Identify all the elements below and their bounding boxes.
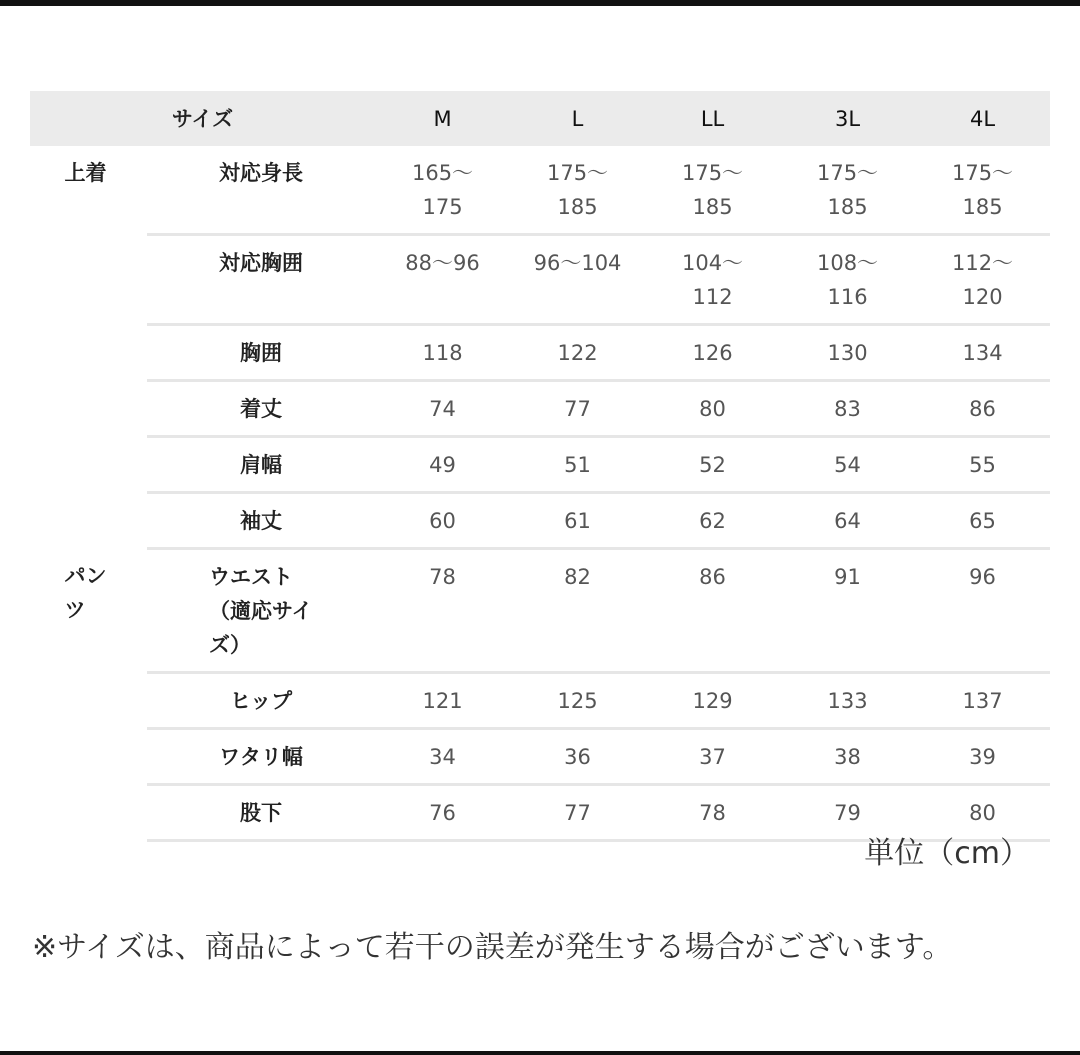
table-cell: 86 xyxy=(915,381,1050,437)
table-cell: 122 xyxy=(510,325,645,381)
table-cell xyxy=(780,235,915,325)
table-cell: 79 xyxy=(780,785,915,841)
table-cell: 80 xyxy=(645,381,780,437)
table-cell: 62 xyxy=(645,493,780,549)
table-cell: 78 xyxy=(375,549,510,673)
size-disclaimer: ※サイズは、商品によって若干の誤差が発生する場合がございます。 xyxy=(32,930,953,965)
table-row xyxy=(30,235,1050,325)
table-cell: 126 xyxy=(645,325,780,381)
table-cell: 77 xyxy=(510,381,645,437)
table-cell: 74 xyxy=(375,381,510,437)
cell-value: 175〜185 xyxy=(951,161,1014,219)
row-label: 股下 xyxy=(147,785,375,841)
table-cell: 118 xyxy=(375,325,510,381)
group-label-pants xyxy=(30,549,147,841)
header-size-3l: 3L xyxy=(834,106,861,131)
top-border xyxy=(0,0,1080,6)
table-cell xyxy=(915,146,1050,235)
group-label-text: パンツ xyxy=(64,563,107,622)
row-label: 胸囲 xyxy=(147,325,375,381)
row-label: ヒップ xyxy=(147,673,375,729)
table-row xyxy=(30,673,1050,729)
table-cell: 96 xyxy=(915,549,1050,673)
table-cell: 96〜104 xyxy=(510,235,645,325)
group-label-text: 上着 xyxy=(64,161,107,185)
row-label: 対応胸囲 xyxy=(147,235,375,325)
cell-value: 104〜112 xyxy=(681,251,744,309)
cell-value: 165〜175 xyxy=(411,161,474,219)
table-row xyxy=(30,437,1050,493)
table-cell: 133 xyxy=(780,673,915,729)
table-cell: 55 xyxy=(915,437,1050,493)
table-cell: 78 xyxy=(645,785,780,841)
table-cell: 64 xyxy=(780,493,915,549)
table-row xyxy=(30,146,1050,235)
row-label: 袖丈 xyxy=(147,493,375,549)
cell-value: 175〜185 xyxy=(546,161,609,219)
table-cell: 137 xyxy=(915,673,1050,729)
table-cell: 129 xyxy=(645,673,780,729)
table-cell: 77 xyxy=(510,785,645,841)
header-size-l: L xyxy=(571,106,584,131)
table-cell: 125 xyxy=(510,673,645,729)
row-label: 着丈 xyxy=(147,381,375,437)
cell-value: 108〜116 xyxy=(816,251,879,309)
table-cell: 61 xyxy=(510,493,645,549)
header-size-4l: 4L xyxy=(969,106,996,131)
table-cell: 51 xyxy=(510,437,645,493)
table-cell: 60 xyxy=(375,493,510,549)
table-cell xyxy=(645,235,780,325)
table-cell: 121 xyxy=(375,673,510,729)
table-cell: 82 xyxy=(510,549,645,673)
table-cell: 130 xyxy=(780,325,915,381)
row-label: 肩幅 xyxy=(147,437,375,493)
table-cell: 76 xyxy=(375,785,510,841)
table-cell xyxy=(915,235,1050,325)
cell-value: 175〜185 xyxy=(681,161,744,219)
table-cell: 88〜96 xyxy=(375,235,510,325)
table-cell: 49 xyxy=(375,437,510,493)
table-header-row xyxy=(30,91,1050,146)
table-cell: 36 xyxy=(510,729,645,785)
table-cell xyxy=(645,146,780,235)
table-cell: 86 xyxy=(645,549,780,673)
table-cell xyxy=(780,146,915,235)
size-table xyxy=(30,91,1050,842)
table-row xyxy=(30,381,1050,437)
table-cell: 65 xyxy=(915,493,1050,549)
header-size-ll: LL xyxy=(700,106,725,131)
table-cell: 134 xyxy=(915,325,1050,381)
table-cell: 38 xyxy=(780,729,915,785)
table-cell: 91 xyxy=(780,549,915,673)
table-cell: 39 xyxy=(915,729,1050,785)
row-label: ワタリ幅 xyxy=(147,729,375,785)
table-cell: 34 xyxy=(375,729,510,785)
header-size-m: M xyxy=(433,106,452,131)
table-row xyxy=(30,729,1050,785)
table-cell xyxy=(375,146,510,235)
group-label-jacket xyxy=(30,146,147,549)
table-row xyxy=(30,325,1050,381)
table-cell: 83 xyxy=(780,381,915,437)
table-row xyxy=(30,549,1050,673)
row-label-text: ウエスト（適応サイズ） xyxy=(209,565,313,657)
cell-value: 112〜120 xyxy=(951,251,1014,309)
table-row xyxy=(30,493,1050,549)
bottom-border xyxy=(0,1051,1080,1055)
table-cell: 37 xyxy=(645,729,780,785)
table-cell: 54 xyxy=(780,437,915,493)
table-cell: 52 xyxy=(645,437,780,493)
header-size-label: サイズ xyxy=(171,106,234,131)
unit-note: 単位（cm） xyxy=(864,836,1030,871)
table-cell: 80 xyxy=(915,785,1050,841)
row-label xyxy=(147,549,375,673)
table-cell xyxy=(510,146,645,235)
row-label: 対応身長 xyxy=(147,146,375,235)
cell-value: 175〜185 xyxy=(816,161,879,219)
